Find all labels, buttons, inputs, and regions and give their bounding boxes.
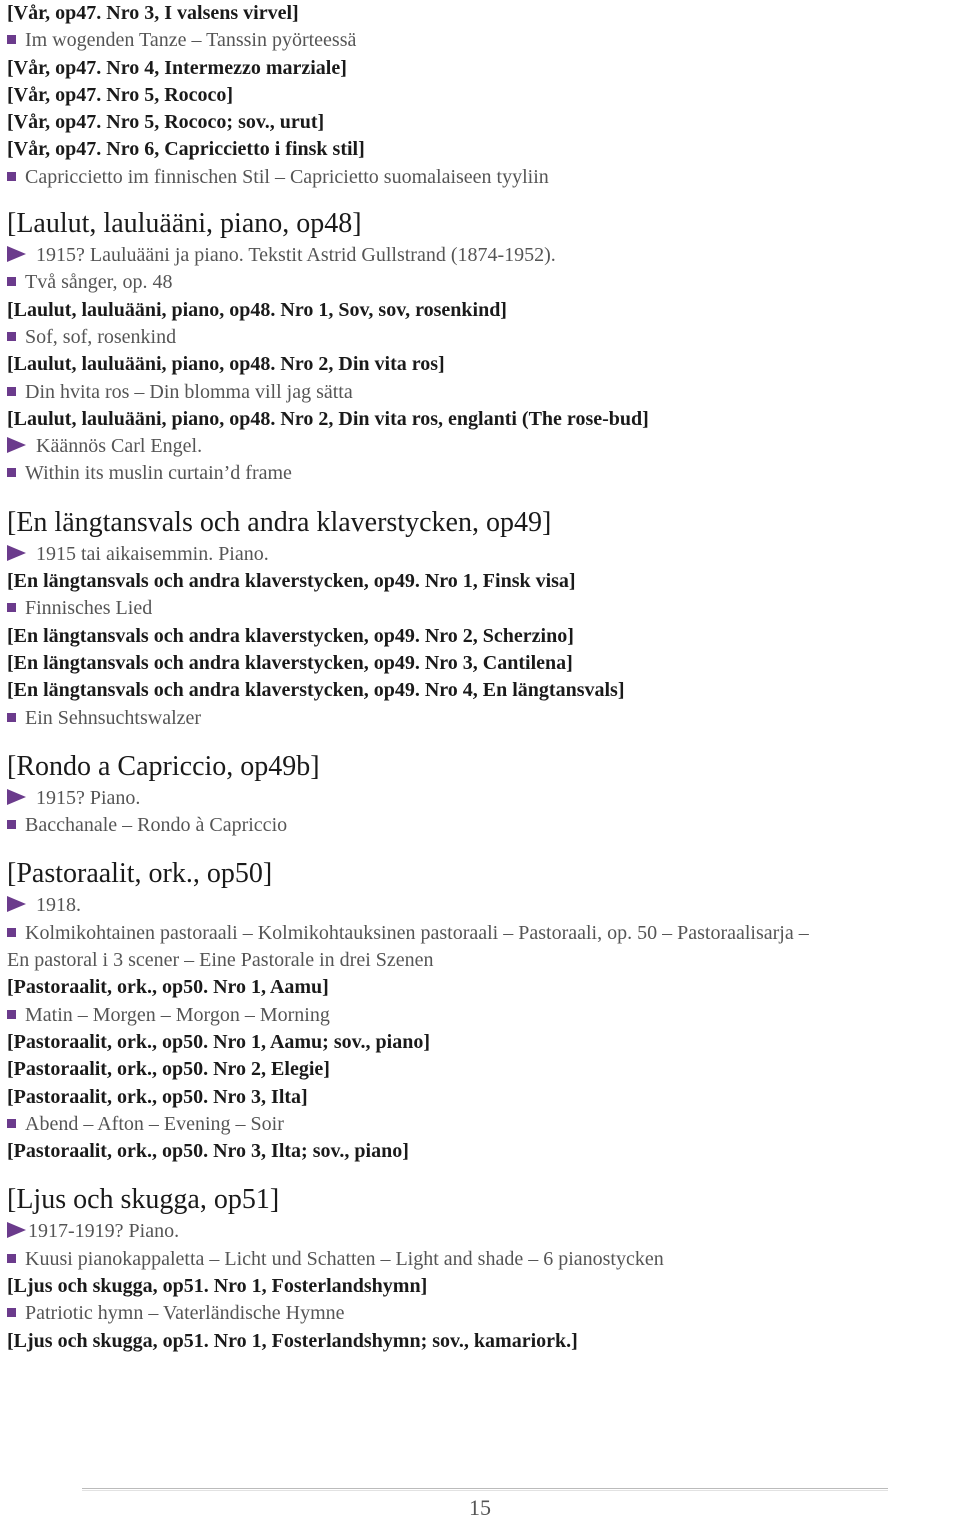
uniform-title-line: [En längtansvals och andra klaverstycken, op49. Nro 1, Finsk visa] bbox=[7, 570, 576, 593]
square-bullet-icon bbox=[7, 172, 16, 181]
uniform-title-line: [Laulut, lauluääni, piano, op48. Nro 1, Sov, sov, rosenkind] bbox=[7, 298, 507, 321]
uniform-title-line: [Laulut, lauluääni, piano, op48. Nro 2, Din vita ros] bbox=[7, 353, 445, 376]
alternate-titles-text: Finnisches Lied bbox=[25, 597, 153, 620]
alternate-titles-text: Kuusi pianokappaletta – Licht und Schatten – Light and shade – 6 pianostycken bbox=[25, 1247, 664, 1270]
work-info-text: 1915? Lauluääni ja piano. Tekstit Astrid Gullstrand (1874-1952). bbox=[36, 244, 556, 267]
page-number: 15 bbox=[469, 1495, 491, 1520]
uniform-title-line: [Pastoraalit, ork., op50. Nro 1, Aamu; sov., piano] bbox=[7, 1030, 430, 1053]
triangle-arrow-icon bbox=[7, 789, 26, 805]
square-bullet-icon bbox=[7, 387, 16, 396]
uniform-title-line: [Vår, op47. Nro 5, Rococo; sov., urut] bbox=[7, 111, 325, 134]
alternate-titles-line bbox=[7, 595, 953, 622]
square-bullet-icon bbox=[7, 603, 16, 612]
alternate-titles-text: Capriccietto im finnischen Stil – Capricietto suomalaiseen tyyliin bbox=[25, 165, 549, 188]
triangle-arrow-icon bbox=[7, 545, 26, 561]
section-heading: [Pastoraalit, ork., op50] bbox=[7, 858, 273, 890]
alternate-titles-text: Sof, sof, rosenkind bbox=[25, 325, 177, 348]
triangle-arrow-icon bbox=[7, 1222, 26, 1238]
alternate-titles-text: Kolmikohtainen pastoraali – Kolmikohtauksinen pastoraali – Pastoraali, op. 50 – Pastoraalisarja – bbox=[25, 921, 809, 944]
alternate-titles-continuation: En pastoral i 3 scener – Eine Pastorale in drei Szenen bbox=[7, 949, 434, 972]
uniform-title-line: [En längtansvals och andra klaverstycken, op49. Nro 2, Scherzino] bbox=[7, 624, 574, 647]
alternate-titles-line bbox=[7, 812, 953, 839]
uniform-title-line: [Pastoraalit, ork., op50. Nro 1, Aamu] bbox=[7, 976, 329, 999]
section-heading: [Ljus och skugga, op51] bbox=[7, 1184, 280, 1216]
uniform-title-line: [Vår, op47. Nro 4, Intermezzo marziale] bbox=[7, 56, 347, 79]
uniform-title-line: [Vår, op47. Nro 5, Rococo] bbox=[7, 83, 234, 106]
uniform-title-line: [Pastoraalit, ork., op50. Nro 3, Ilta] bbox=[7, 1085, 308, 1108]
square-bullet-icon bbox=[7, 713, 16, 722]
work-info-line bbox=[7, 785, 953, 812]
work-info-line bbox=[7, 242, 953, 269]
alternate-titles-text: Patriotic hymn – Vaterländische Hymne bbox=[25, 1302, 345, 1325]
alternate-titles-text: Två sånger, op. 48 bbox=[25, 271, 173, 294]
triangle-arrow-icon bbox=[7, 437, 26, 453]
alternate-titles-line bbox=[7, 379, 953, 406]
uniform-title-line: [Pastoraalit, ork., op50. Nro 2, Elegie] bbox=[7, 1058, 330, 1081]
work-info-line bbox=[7, 1218, 953, 1245]
uniform-title-line: [Ljus och skugga, op51. Nro 1, Fosterlandshymn] bbox=[7, 1274, 428, 1297]
square-bullet-icon bbox=[7, 928, 16, 937]
section-heading: [Laulut, lauluääni, piano, op48] bbox=[7, 208, 362, 240]
work-info-text: 1917-1919? Piano. bbox=[28, 1220, 180, 1243]
alternate-titles-line bbox=[7, 27, 953, 54]
triangle-arrow-icon bbox=[7, 246, 26, 262]
alternate-titles-line bbox=[7, 705, 953, 732]
square-bullet-icon bbox=[7, 1010, 16, 1019]
work-info-line bbox=[7, 892, 953, 919]
alternate-titles-text: Ein Sehnsuchtswalzer bbox=[25, 706, 202, 729]
square-bullet-icon bbox=[7, 468, 16, 477]
uniform-title-line: [Vår, op47. Nro 6, Capriccietto i finsk stil] bbox=[7, 138, 365, 161]
square-bullet-icon bbox=[7, 1254, 16, 1263]
alternate-titles-text: Bacchanale – Rondo à Capriccio bbox=[25, 814, 288, 837]
alternate-titles-line bbox=[7, 324, 953, 351]
document-page bbox=[7, 0, 953, 1355]
square-bullet-icon bbox=[7, 1308, 16, 1317]
work-info-line bbox=[7, 541, 953, 568]
work-info-text: Käännös Carl Engel. bbox=[36, 435, 203, 458]
footer-rule-shadow bbox=[82, 1490, 888, 1491]
alternate-titles-line bbox=[7, 460, 953, 487]
square-bullet-icon bbox=[7, 820, 16, 829]
alternate-titles-line bbox=[7, 1300, 953, 1327]
work-info-text: 1915 tai aikaisemmin. Piano. bbox=[36, 542, 269, 565]
alternate-titles-text: Abend – Afton – Evening – Soir bbox=[25, 1112, 284, 1135]
uniform-title-line: [Vår, op47. Nro 3, I valsens virvel] bbox=[7, 2, 299, 24]
work-info-text: 1915? Piano. bbox=[36, 786, 141, 809]
uniform-title-line: [Laulut, lauluääni, piano, op48. Nro 2, Din vita ros, englanti (The rose-bud] bbox=[7, 407, 649, 430]
work-info-line bbox=[7, 433, 953, 460]
alternate-titles-text: Din hvita ros – Din blomma vill jag sätta bbox=[25, 380, 353, 403]
square-bullet-icon bbox=[7, 1119, 16, 1128]
footer-rule bbox=[82, 1488, 888, 1489]
uniform-title-line: [En längtansvals och andra klaverstycken, op49. Nro 3, Cantilena] bbox=[7, 651, 573, 674]
square-bullet-icon bbox=[7, 35, 16, 44]
triangle-arrow-icon bbox=[7, 896, 26, 912]
square-bullet-icon bbox=[7, 332, 16, 341]
alternate-titles-line bbox=[7, 920, 953, 947]
alternate-titles-line bbox=[7, 1111, 953, 1138]
alternate-titles-line bbox=[7, 164, 953, 191]
uniform-title-line: [En längtansvals och andra klaverstycken, op49. Nro 4, En längtansvals] bbox=[7, 679, 625, 702]
square-bullet-icon bbox=[7, 277, 16, 286]
alternate-titles-text: Im wogenden Tanze – Tanssin pyörteessä bbox=[25, 29, 357, 52]
work-info-text: 1918. bbox=[36, 894, 81, 917]
alternate-titles-text: Within its muslin curtain’d frame bbox=[25, 462, 292, 485]
section-heading: [En längtansvals och andra klaverstycken, op49] bbox=[7, 506, 552, 538]
alternate-titles-line bbox=[7, 269, 953, 296]
alternate-titles-text: Matin – Morgen – Morgon – Morning bbox=[25, 1003, 330, 1026]
alternate-titles-line bbox=[7, 1002, 953, 1029]
alternate-titles-line bbox=[7, 1246, 953, 1273]
section-heading: [Rondo a Capriccio, op49b] bbox=[7, 750, 320, 782]
uniform-title-line: [Ljus och skugga, op51. Nro 1, Fosterlandshymn; sov., kamariork.] bbox=[7, 1329, 578, 1352]
uniform-title-line: [Pastoraalit, ork., op50. Nro 3, Ilta; sov., piano] bbox=[7, 1140, 409, 1163]
